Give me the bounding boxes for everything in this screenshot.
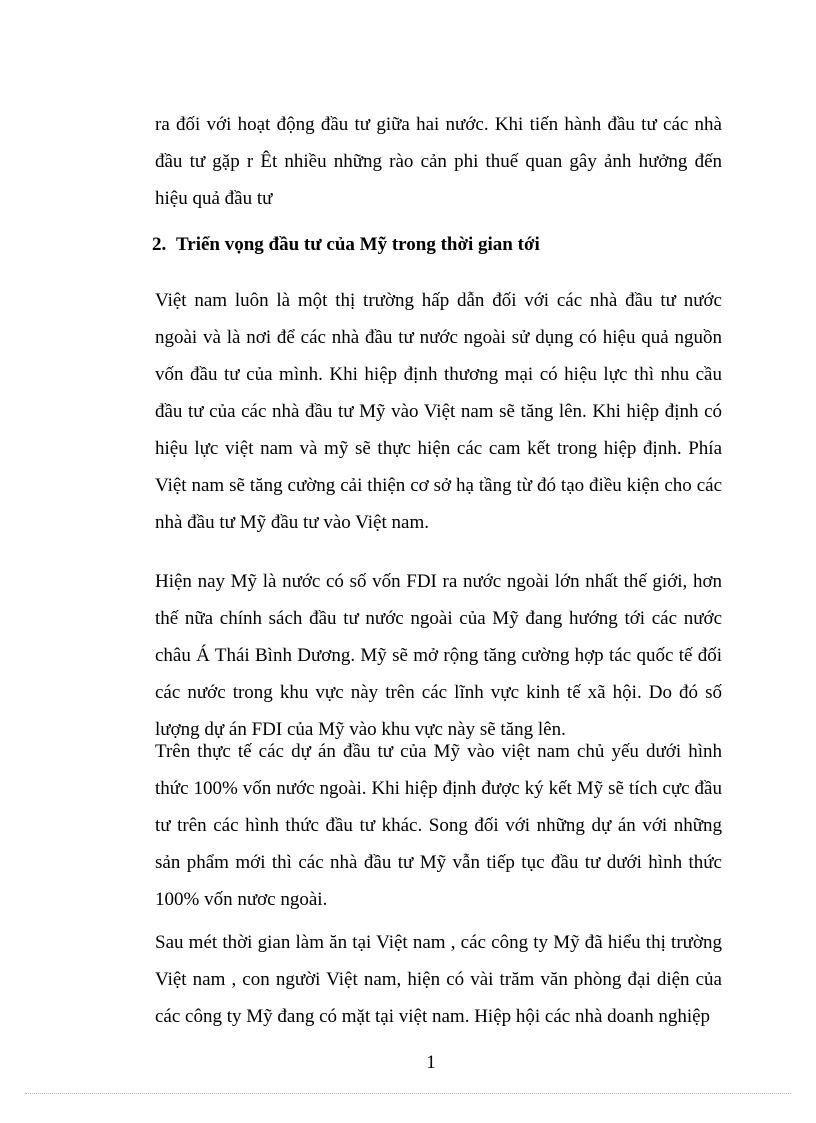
paragraph-us-companies: Sau mét thời gian làm ăn tại Việt nam , các công ty Mỹ đã hiểu thị trường Việt nam , con người Việt nam, hiện có vài trăm văn phòng đại diện của các công ty Mỹ đang có mặt tại việt nam. Hiệp hội các nhà doanh nghiệp — [155, 932, 722, 1027]
paragraph-vietnam-market: Việt nam luôn là một thị trường hấp dẫn đối với các nhà đầu tư nước ngoài và là nơi để các nhà đầu tư nước ngoài sử dụng có hiệu quả nguồn vốn đầu tư của mình. Khi hiệp định thương mại có hiệu lực thì nhu cầu đầu tư của các nhà đầu tư Mỹ vào Việt nam sẽ tăng lên. Khi hiệp định có hiệu lực việt nam và mỹ sẽ thực hiện các cam kết trong hiệp định. Phía Việt nam sẽ tăng cường cải thiện cơ sở hạ tầng từ đó tạo điều kiện cho các nhà đầu tư Mỹ đầu tư vào Việt nam. — [155, 290, 722, 533]
page-number: 1 — [426, 1052, 436, 1073]
paragraph-project-forms: Trên thực tế các dự án đầu tư của Mỹ vào việt nam chủ yếu dưới hình thức 100% vốn nước ngoài. Khi hiệp định được ký kết Mỹ sẽ tích cực đầu tư trên các hình thức đầu tư khác. Song đối với những dự án với những sản phẩm mới thì các nhà đầu tư Mỹ vẫn tiếp tục đầu tư dưới hình thức 100% vốn nươc ngoài. — [155, 741, 722, 910]
paragraph-us-fdi: Hiện nay Mỹ là nước có số vốn FDI ra nước ngoài lớn nhất thế giới, hơn thế nữa chính sách đầu tư nước ngoài của Mỹ đang hướng tới các nước châu Á Thái Bình Dương. Mỹ sẽ mở rộng tăng cường hợp tác quốc tế đối các nước trong khu vực này trên các lĩnh vực kinh tế xã hội. Do đó số lượng dự án FDI của Mỹ vào khu vực này sẽ tăng lên. — [155, 571, 722, 740]
page-bottom-divider — [25, 1093, 791, 1094]
section-title: Triển vọng đầu tư của Mỹ trong thời gian tới — [176, 234, 540, 255]
section-heading — [152, 230, 722, 260]
paragraph-intro: ra đối với hoạt động đầu tư giữa hai nước. Khi tiến hành đầu tư các nhà đầu tư gặp r Êt nhiều những rào cản phi thuế quan gây ảnh hưởng đến hiệu quả đầu tư — [155, 114, 722, 209]
section-number: 2. — [152, 234, 167, 255]
